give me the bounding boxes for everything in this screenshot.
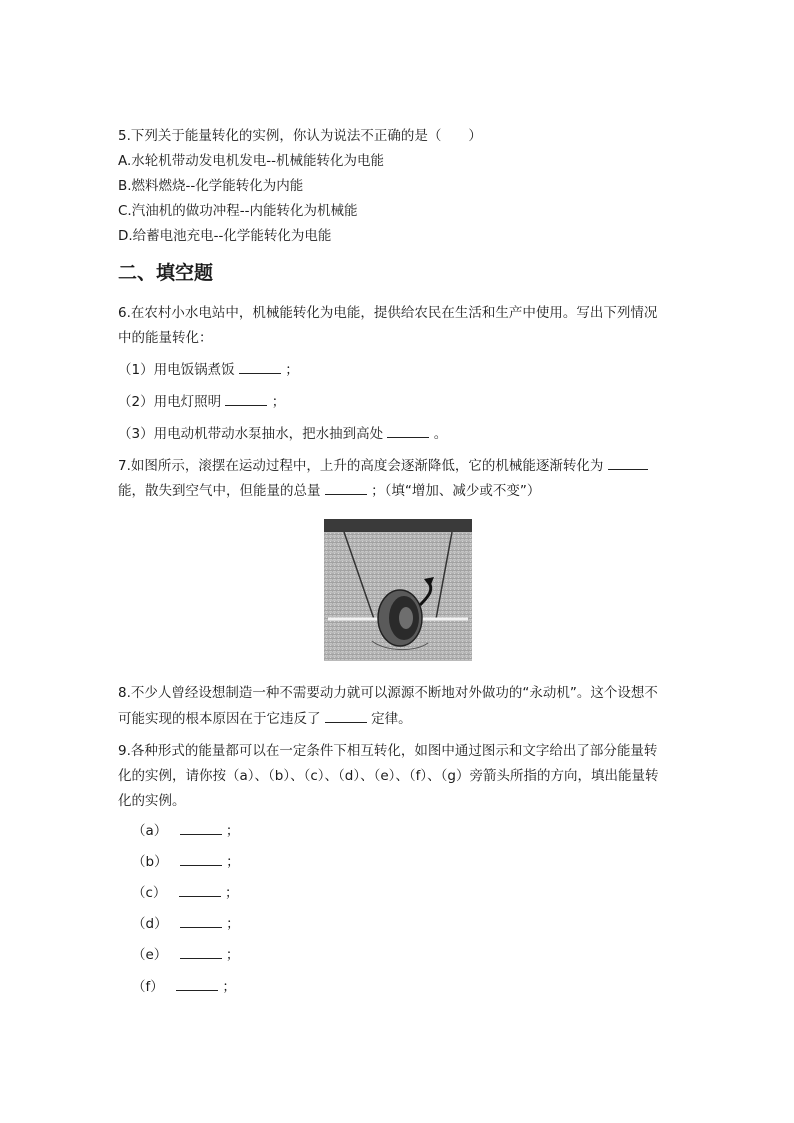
q9-answer-blank-e[interactable] <box>180 944 222 959</box>
q9-line1: 9.各种形式的能量都可以在一定条件下相互转化，如图中通过图示和文字给出了部分能量转 <box>118 743 658 759</box>
q8-line2-text: 可能实现的根本原因在于它违反了 <box>118 711 321 727</box>
top-support-bar <box>324 519 472 532</box>
q7-line2 <box>118 480 540 501</box>
q8-line2-suffix: 定律。 <box>371 711 412 727</box>
q7-answer-blank-2[interactable] <box>325 480 367 495</box>
q9-item-a-suffix: ； <box>225 823 240 839</box>
q8-line2 <box>118 708 412 729</box>
q6-item-1-text: （1）用电饭锅煮饭 <box>118 362 235 378</box>
q7-line1-text: 7.如图所示，滚摆在运动过程中，上升的高度会逐渐降低，它的机械能逐渐转化为 <box>118 458 604 474</box>
q5-option-b: B.燃料燃烧--化学能转化为内能 <box>118 178 304 194</box>
q9-item-e <box>132 944 239 965</box>
q9-item-c <box>132 882 239 903</box>
q9-item-d-suffix: ； <box>226 916 240 932</box>
q6-item-3 <box>118 423 447 444</box>
q6-item-2-text: （2）用电灯照明 <box>118 394 222 410</box>
q5-stem: 5.下列关于能量转化的实例，你认为说法不正确的是（ ） <box>118 128 482 144</box>
q9-item-f-label: （f） <box>132 979 164 995</box>
q9-item-a <box>132 820 239 841</box>
q7-line1 <box>118 455 648 476</box>
q6-stem-line1: 6.在农村小水电站中，机械能转化为电能，提供给农民在生活和生产中使用。写出下列情况 <box>118 305 658 321</box>
q6-answer-blank-2[interactable] <box>225 391 267 406</box>
q9-answer-blank-b[interactable] <box>180 851 222 866</box>
q9-answer-blank-d[interactable] <box>180 913 222 928</box>
q6-answer-blank-3[interactable] <box>387 423 429 438</box>
q9-item-d <box>132 913 240 934</box>
q5-option-c: C.汽油机的做功冲程--内能转化为机械能 <box>118 203 358 219</box>
q8-line1: 8.不少人曾经设想制造一种不需要动力就可以源源不断地对外做功的“永动机”。这个设想不 <box>118 685 658 701</box>
q6-stem-line2: 中的能量转化： <box>118 330 213 346</box>
q9-line2: 化的实例，请你按（a）、（b）、（c）、（d）、（e）、（f）、（g）旁箭头所指的方向，填出能量转 <box>118 768 659 784</box>
q9-item-d-label: （d） <box>132 916 168 932</box>
q9-answer-blank-a[interactable] <box>180 820 222 835</box>
q7-line2-suffix: ；（填“增加、减少或不变”） <box>371 483 541 499</box>
q9-item-f-suffix: ； <box>222 979 236 995</box>
q6-item-1 <box>118 359 299 380</box>
q6-item-3-text: （3）用电动机带动水泵抽水，把水抽到高处 <box>118 426 384 442</box>
q9-answer-blank-f[interactable] <box>176 976 218 991</box>
q6-item-2 <box>118 391 285 412</box>
q5-option-d: D.给蓄电池充电--化学能转化为电能 <box>118 228 332 244</box>
q9-item-e-label: （e） <box>132 947 168 963</box>
q9-item-b <box>132 851 240 872</box>
q6-item-1-suffix: ； <box>285 362 299 378</box>
q6-item-2-suffix: ； <box>271 394 286 410</box>
q9-line3: 化的实例。 <box>118 793 186 809</box>
q9-item-f <box>132 976 236 997</box>
q9-item-b-label: （b） <box>132 854 168 870</box>
q9-item-b-suffix: ； <box>226 854 240 870</box>
q7-line2-text: 能，散失到空气中，但能量的总量 <box>118 483 321 499</box>
q9-item-c-label: （c） <box>132 885 167 901</box>
q8-answer-blank[interactable] <box>325 708 367 723</box>
q6-answer-blank-1[interactable] <box>239 359 281 374</box>
q9-item-a-label: （a） <box>132 823 168 839</box>
q5-option-a: A.水轮机带动发电机发电--机械能转化为电能 <box>118 153 385 169</box>
q9-answer-blank-c[interactable] <box>179 882 221 897</box>
q9-item-c-suffix: ； <box>225 885 239 901</box>
q9-item-e-suffix: ； <box>225 947 240 963</box>
flywheel-hub <box>399 607 413 629</box>
q6-item-3-suffix: 。 <box>433 426 448 442</box>
section-heading-fill-in: 二、填空题 <box>118 262 214 284</box>
q7-answer-blank-1[interactable] <box>608 455 648 470</box>
maxwell-pendulum-figure <box>324 519 472 661</box>
